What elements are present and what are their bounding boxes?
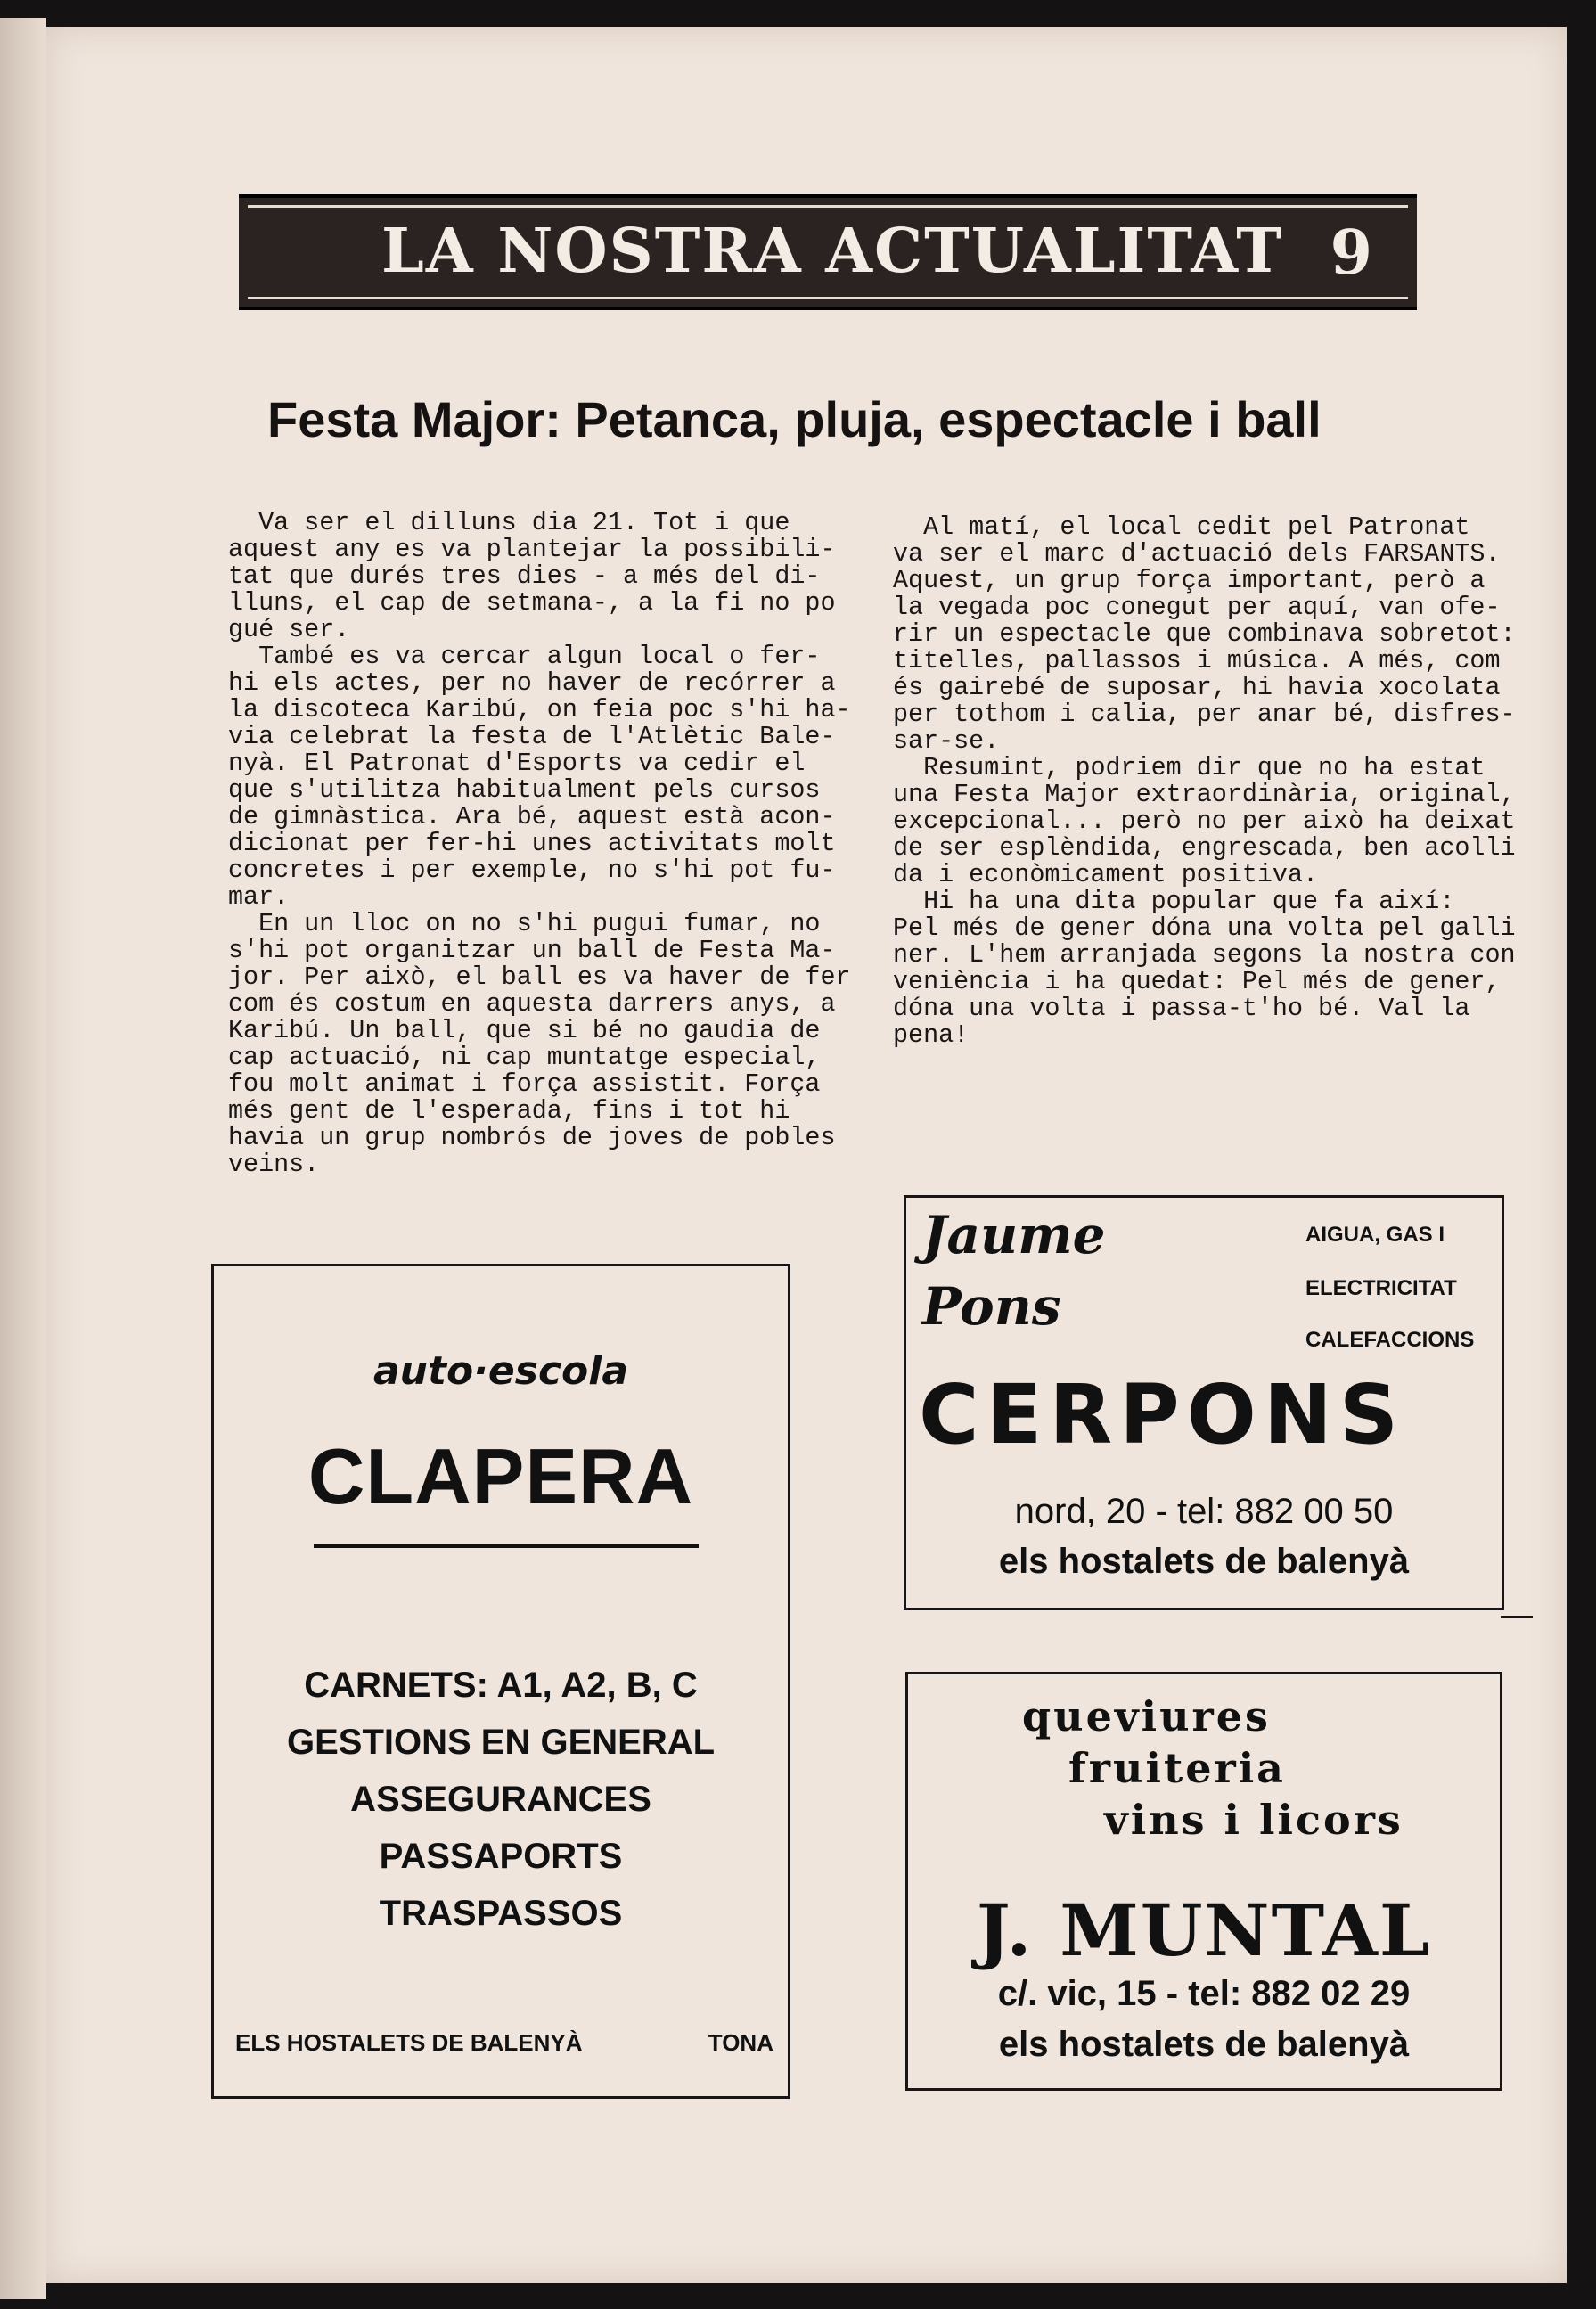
service-item: ASSEGURANCES (350, 1780, 651, 1819)
ad-j-muntal (905, 1672, 1502, 2091)
ad-brand: CERPONS (919, 1367, 1406, 1462)
ad-town: els hostalets de balenyà (998, 2025, 1410, 2064)
service-item: AIGUA, GAS I (1305, 1223, 1445, 1247)
service-item: ELECTRICITAT (1305, 1276, 1457, 1300)
ad-product-line: fruiteria (1068, 1744, 1286, 1792)
ad-cerpons (904, 1195, 1504, 1610)
ad-brand: J. MUNTAL (976, 1888, 1432, 1972)
page-number: 9 (1330, 217, 1372, 289)
section-header (239, 194, 1417, 310)
ad-product-line: queviures (1022, 1692, 1271, 1740)
ad-tagline: auto·escola (372, 1348, 629, 1394)
brand-underline (314, 1544, 699, 1548)
service-item: CALEFACCIONS (1305, 1328, 1475, 1352)
ad-product-line: vins i licors (1104, 1796, 1404, 1844)
facing-page-edge (0, 18, 46, 2299)
ad-brand: CLAPERA (307, 1432, 694, 1520)
ad-location: ELS HOSTALETS DE BALENYÀ (235, 2029, 583, 2056)
ad-autoescola-clapera (211, 1264, 790, 2099)
article-column-right: Al matí, el local cedit pel Patronat va ser el marc d'actuació dels FARSANTS. Aquest, un grup força important, però a la vegada poc conegut per aquí, van ofe- rir un espectacle que combinava sobretot: titelles, pallassos i música. A més, com és gairebé de suposar, hi havia xocolata per tothom i calia, per anar bé, disfres- sar-se. Resumint, podriem dir que no ha estat una Festa Major extraordinària, original, excepcional... però no per això ha deixat de ser esplèndida, engrescada, ben acolli da i econòmicament positiva. Hi ha una dita popular que fa així: Pel més de gener dóna una volta pel galli ner. L'hem arranjada segons la nostra con veniència i ha quedat: Pel més de gener, dóna una volta i passa-t'ho bé. Val la pena! (893, 512, 1516, 1050)
ad-location: TONA (708, 2029, 773, 2056)
service-item: TRASPASSOS (379, 1894, 623, 1933)
ad-signature: Pons (922, 1276, 1061, 1337)
ad-services-list (214, 1657, 788, 1942)
section-title: LA NOSTRA ACTUALITAT (381, 216, 1283, 287)
ad-town: els hostalets de balenyà (998, 1542, 1410, 1581)
ad-address: c/. vic, 15 - tel: 882 02 29 (997, 1974, 1411, 2013)
divider (1501, 1616, 1533, 1618)
ad-signature: Jaume (922, 1205, 1106, 1265)
ad-address: nord, 20 - tel: 882 00 50 (1014, 1492, 1394, 1531)
article-column-left: Va ser el dilluns dia 21. Tot i que aquest any es va plantejar la possibili- tat que durés tres dies - a més del di- lluns, el cap de setmana-, a la fi no po gué ser. També es va cercar algun local o fer- hi els actes, per no haver de recórrer a la discoteca Karibú, on feia poc s'hi ha- via celebrat la festa de l'Atlètic Bale- nyà. El Patronat d'Esports va cedir el que s'utilitza habitualment pels cursos de gimnàstica. Ara bé, aquest està acon- dicionat per fer-hi unes activitats molt concretes i per exemple, no s'hi pot fu- mar. En un lloc on no s'hi pugui fumar, no s'hi pot organitzar un ball de Festa Ma- jor. Per això, el ball es va haver de fer com és costum en aquesta darrers anys, a Karibú. Un ball, que si bé no gaudia de cap actuació, ni cap muntatge especial, fou molt animat i força assistit. Força més gent de l'esperada, fins i tot hi havia un grup nombrós de joves de pobles veins. (228, 508, 851, 1179)
article-headline: Festa Major: Petanca, pluja, espectacle i ball (267, 391, 1322, 447)
service-item: CARNETS: A1, A2, B, C (304, 1666, 698, 1705)
service-item: GESTIONS EN GENERAL (286, 1723, 716, 1762)
service-item: PASSAPORTS (379, 1837, 623, 1876)
